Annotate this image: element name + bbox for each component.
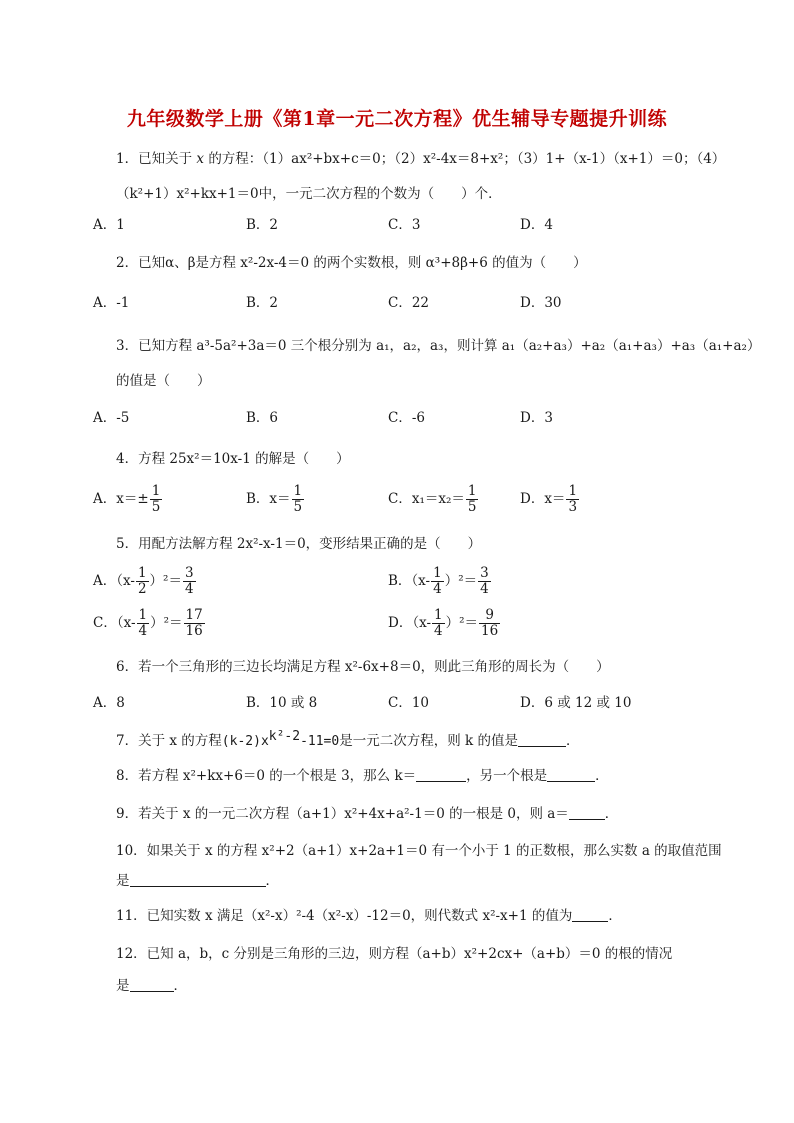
question-12: 12．已知 a，b，c 分别是三角形的三边，则方程（a+b）x²+2cx+（a+b）＝0 的根的情况 [116,946,673,962]
q3-option-b[interactable]: B．6 [246,410,279,426]
fraction: $\frac{3}{4}$ [480,565,489,597]
question-1: 1．已知关于 x 的方程：（1）ax²+bx+c＝0；（2）x²-4x＝8+x²；（3）1+（x-1）（x+1）＝0；（4） [116,151,726,167]
question-1-cont: （k²+1）x²+kx+1＝0中，一元二次方程的个数为（ ）个． [116,186,502,202]
q2-option-d[interactable]: D．30 [520,295,562,311]
q1-option-a[interactable]: A．1 [93,217,125,233]
fraction: $\frac{1}{5}$ [293,483,303,515]
question-3: 3．已知方程 a³-5a²+3a＝0 三个根分别为 a₁，a₂，a₃，则计算 a₁（a₂+a₃）+a₂（a₁+a₃）+a₃（a₁+a₂） [116,338,761,354]
q3-option-c[interactable]: C．-6 [388,410,425,426]
question-9: 9．若关于 x 的一元二次方程（a+1）x²+4x+a²-1＝0 的一根是 0，则 a＝ ． [116,806,619,822]
q1-eq2: x²-4x＝8+x² [423,151,504,167]
q5-option-b[interactable]: B．（x- $\frac{1}{4}$ ）²＝ $\frac{3}{4}$ [388,565,489,597]
q4-option-c[interactable]: C．x₁＝x₂＝ $\frac{1}{5}$ [388,483,477,515]
q1-option-b[interactable]: B．2 [246,217,279,233]
q4-option-b[interactable]: B．x＝ $\frac{1}{5}$ [246,483,303,515]
fraction: $\frac{1}{3}$ [568,483,578,515]
q4-option-d[interactable]: D．x＝ $\frac{1}{3}$ [520,483,578,515]
fraction: $\frac{9}{16}$ [481,607,499,639]
page-title: 九年级数学上册《第1章一元二次方程》优生辅导专题提升训练 [126,108,668,130]
fraction: $\frac{3}{4}$ [184,565,194,597]
q6-option-b[interactable]: B．10 或 8 [246,695,318,711]
fraction: $\frac{17}{16}$ [185,607,203,639]
answer-blank[interactable] [572,907,608,922]
answer-blank[interactable] [569,805,605,820]
fraction: $\frac{1}{4}$ [434,607,443,639]
fraction: $\frac{1}{2}$ [137,565,147,597]
q3-option-d[interactable]: D．3 [520,410,553,426]
question-6: 6．若一个三角形的三边长均满足方程 x²-6x+8＝0，则此三角形的周长为（ ） [116,659,610,675]
answer-blank[interactable] [518,732,566,747]
fraction: $\frac{1}{4}$ [138,607,148,639]
q5-option-c[interactable]: C．（x- $\frac{1}{4}$ ）²＝ $\frac{17}{16}$ [93,607,203,639]
q5-option-a[interactable]: A．（x- $\frac{1}{2}$ ）²＝ $\frac{3}{4}$ [93,565,194,597]
q1-eq4: （k²+1）x²+kx+1＝0 [116,186,259,202]
answer-blank[interactable] [130,872,266,887]
q6-option-a[interactable]: A．8 [93,695,125,711]
question-4: 4．方程 25x²＝10x-1 的解是（ ） [116,451,350,467]
question-12-cont: 是 ． [116,978,187,994]
question-10-cont: 是 ． [116,873,279,889]
q1-eq1: ax²+bx+c＝0 [291,151,381,167]
q3-option-a[interactable]: A．-5 [93,410,130,426]
answer-blank-k[interactable] [416,767,466,782]
question-7: 7．关于 x 的方程$(k-2)x^{k^2-2}-11=0$是一元二次方程，则 k 的值是 ． [116,729,580,749]
q4-option-a[interactable]: A．x＝± $\frac{1}{5}$ [93,483,161,515]
question-11: 11．已知实数 x 满足（x²-x）²-4（x²-x）-12＝0，则代数式 x²-x+1 的值为 ． [116,908,622,924]
q6-option-d[interactable]: D．6 或 12 或 10 [520,695,632,711]
question-3-cont: 的值是（ ） [116,373,211,389]
question-8: 8．若方程 x²+kx+6＝0 的一个根是 3，那么 k＝ ，另一个根是 ． [116,768,609,784]
fraction: $\frac{1}{5}$ [467,483,477,515]
fraction: $\frac{1}{5}$ [151,483,161,515]
question-10: 10．如果关于 x 的方程 x²+2（a+1）x+2a+1＝0 有一个小于 1 的正数根，那么实数 a 的取值范围 [116,843,722,859]
question-5: 5．用配方法解方程 2x²-x-1＝0，变形结果正确的是（ ） [116,536,482,552]
answer-blank-root[interactable] [547,767,595,782]
q1-eq3: 1+（x-1）（x+1）＝0 [545,151,683,167]
q2-option-a[interactable]: A．-1 [93,295,130,311]
answer-blank[interactable] [130,977,174,992]
q5-option-d[interactable]: D．（x- $\frac{1}{4}$ ）²＝ $\frac{9}{16}$ [388,607,499,639]
q2-option-c[interactable]: C．22 [388,295,430,311]
q6-option-c[interactable]: C．10 [388,695,430,711]
q1-option-d[interactable]: D．4 [520,217,553,233]
q2-option-b[interactable]: B．2 [246,295,279,311]
question-2: 2．已知α、β是方程 x²-2x-4＝0 的两个实数根，则 α³+8β+6 的值为（ ） [116,255,587,271]
q1-option-c[interactable]: C．3 [388,217,421,233]
fraction: $\frac{1}{4}$ [433,565,442,597]
